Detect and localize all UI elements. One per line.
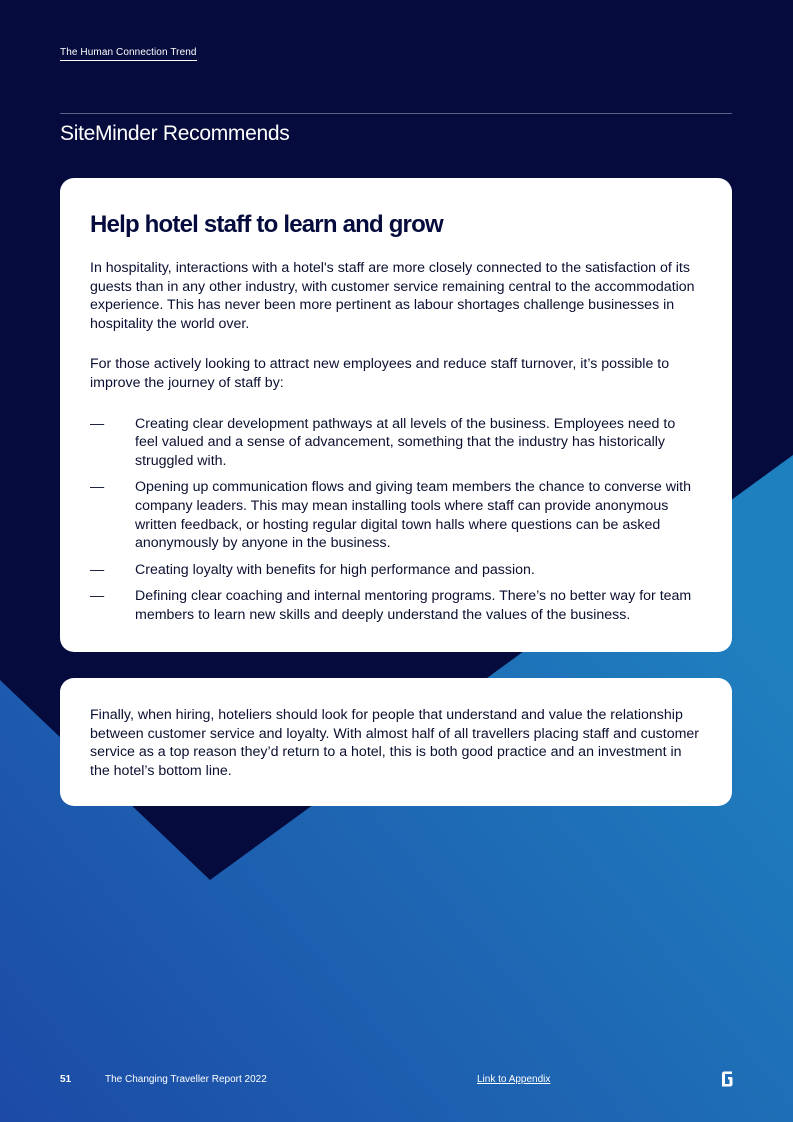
list-item-text: Opening up communication flows and giving team members the chance to converse with company leaders. This may mean installing tools where staff can provide anonymous written feedback, or hosting regular digital town halls where questions can be asked anonymously by anyone in the business. <box>135 479 691 552</box>
page-number: 51 <box>60 1074 72 1085</box>
card-title: Help hotel staff to learn and grow <box>90 211 443 238</box>
intro-paragraph: In hospitality, interactions with a hotel's staff are more closely connected to the satisfaction of its guests than in any other industry, with customer service remaining central to the accommodation experience. This has never been more pertinent as labour shortages challenge businesses in hospitality the world over. <box>90 260 695 332</box>
closing-paragraph: Finally, when hiring, hoteliers should look for people that understand and value the relationship between customer service and loyalty. With almost half of all travellers placing staff and customer service as a top reason they’d return to a hotel, this is both good practice and an investment in the hotel’s bottom line. <box>90 707 700 779</box>
trend-link[interactable]: The Human Connection Trend <box>60 47 197 61</box>
appendix-link[interactable]: Link to Appendix <box>477 1074 551 1085</box>
bullet-dash: — <box>90 479 105 496</box>
recommendation-list <box>90 415 702 625</box>
closing-card <box>60 678 732 806</box>
bullet-dash: — <box>90 561 105 578</box>
list-item-text: Creating clear development pathways at all levels of the business. Employees need to feel valued and a sense of advancement, something that the industry has historically struggled with. <box>135 415 676 469</box>
list-item-text: Defining clear coaching and internal mentoring programs. There’s no better way for team members to learn new skills and deeply understand the values of the business. <box>135 588 692 623</box>
recommendation-card <box>60 178 732 652</box>
list-item-text: Creating loyalty with benefits for high performance and passion. <box>135 561 535 578</box>
list-item <box>90 561 702 580</box>
list-item <box>90 478 702 552</box>
list-item <box>90 415 702 471</box>
list-item <box>90 587 702 624</box>
section-title: SiteMinder Recommends <box>60 122 290 145</box>
report-title: The Changing Traveller Report 2022 <box>105 1074 267 1085</box>
siteminder-logo-icon <box>720 1070 734 1088</box>
bullet-dash: — <box>90 588 105 605</box>
header-divider <box>60 113 732 114</box>
lead-in-paragraph: For those actively looking to attract new employees and reduce staff turnover, it’s possible to improve the journey of staff by: <box>90 356 670 391</box>
bullet-dash: — <box>90 415 105 432</box>
